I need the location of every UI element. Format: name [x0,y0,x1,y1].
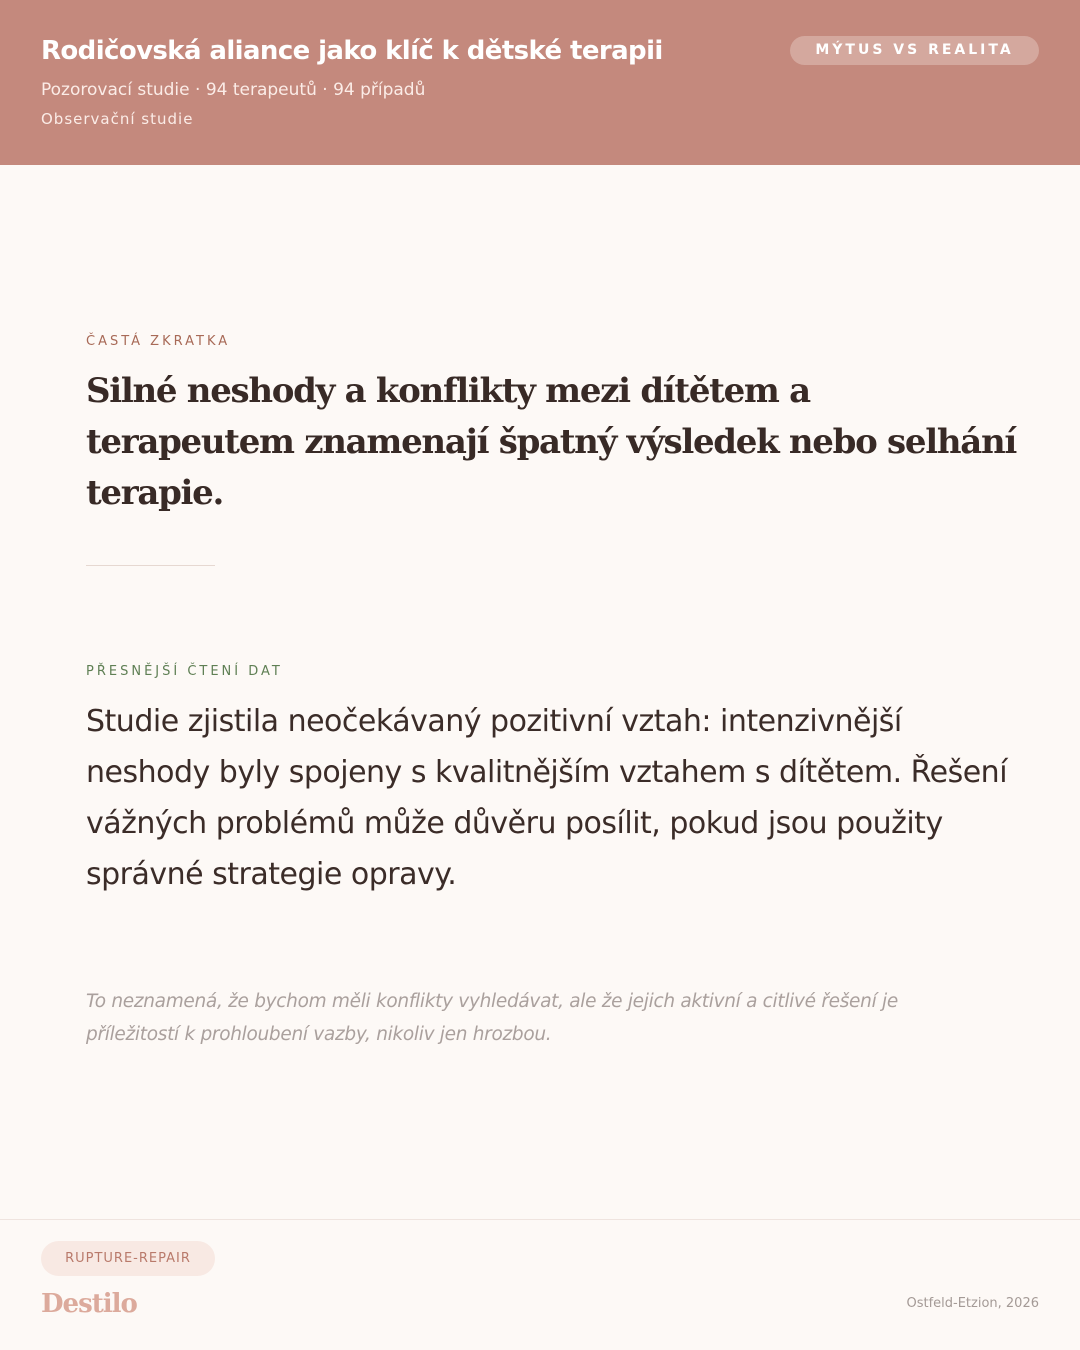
citation: Ostfeld-Etzion, 2026 [906,1296,1039,1311]
brand-logo: Destilo [41,1289,137,1319]
page-title: Rodičovská aliance jako klíč k dětské terapii [41,36,663,66]
myth-label: ČASTÁ ZKRATKA [86,334,231,349]
reality-statement: Studie zjistila neočekávaný pozitivní vztah: intenzivnější neshody byly spojeny s kvalitnějším vztahem s dítětem. Řešení vážných problémů může důvěru posílit, pokud jsou použity správné strategie opravy. [86,704,1008,892]
study-type: Observační studie [41,110,194,128]
reality-label: PŘESNĚJŠÍ ČTENÍ DAT [86,664,283,679]
myth-statement: Silné neshody a konflikty mezi dítětem a terapeutem znamenají špatný výsledek nebo selhání terapie. [86,371,1017,513]
study-meta: Pozorovací studie · 94 terapeutů · 94 případů [41,80,426,100]
topic-tag: RUPTURE-REPAIR [41,1241,215,1276]
footer-divider [0,1219,1080,1220]
section-divider [86,565,215,566]
clarifying-note: To neznamená, že bychom měli konflikty vyhledávat, ale že jejich aktivní a citlivé řešení je příležitostí k prohloubení vazby, nikoliv jen hrozbou. [86,991,898,1045]
myth-vs-reality-badge: MÝTUS VS REALITA [790,36,1039,65]
header-banner [0,0,1080,165]
